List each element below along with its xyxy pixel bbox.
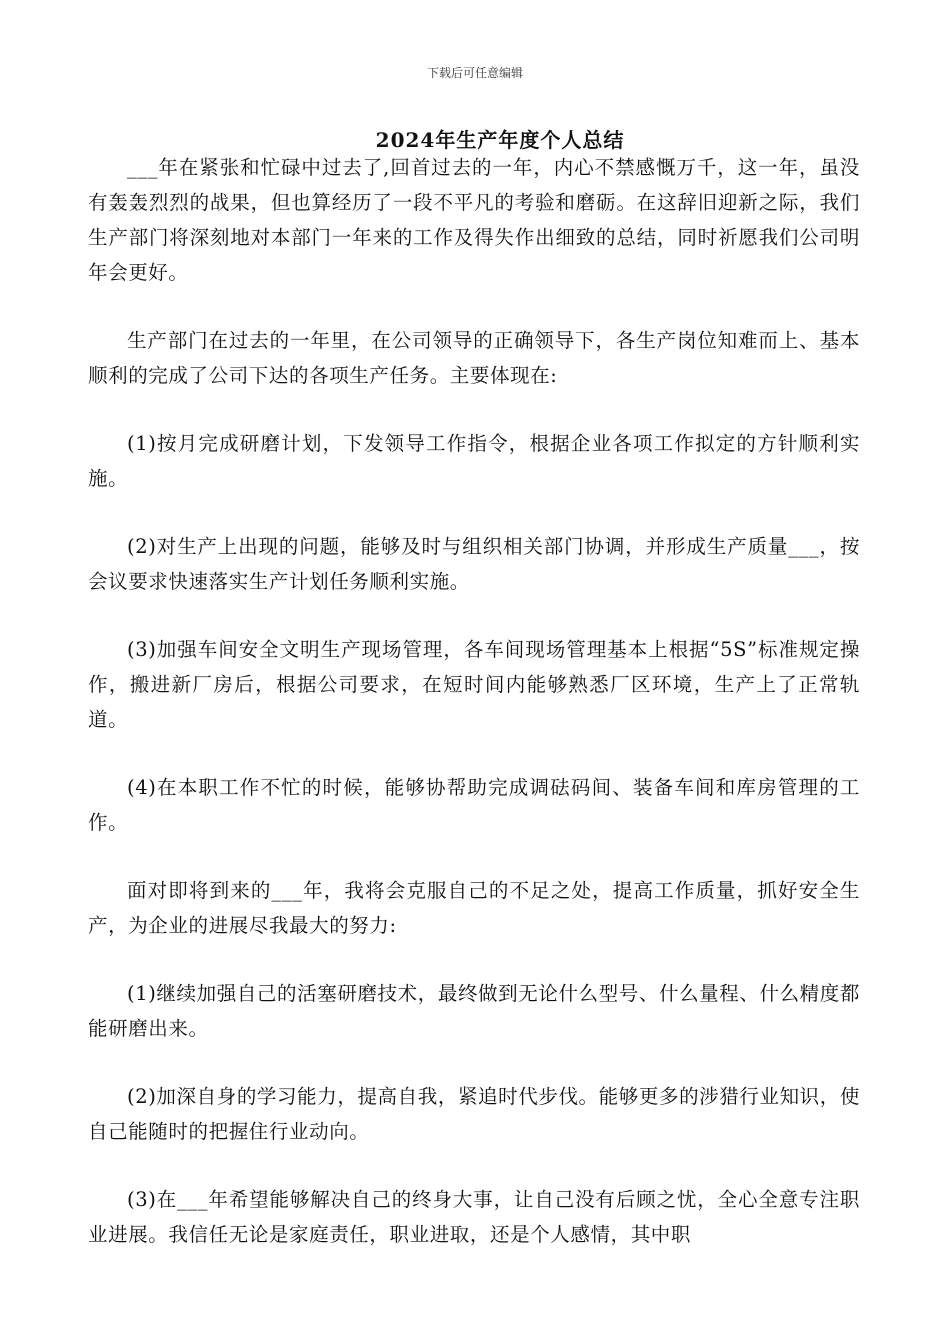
paragraph-outlook: 面对即将到来的___年，我将会克服自己的不足之处，提高工作质量，抓好安全生产，为企业的进展尽我最大的努力: xyxy=(88,879,860,937)
header-note: 下载后可任意编辑 xyxy=(426,66,523,80)
paragraph-intro: ___年在紧张和忙碌中过去了,回首过去的一年，内心不禁感慨万千，这一年，虽没有轰轰烈烈的战果，但也算经历了一段不平凡的考验和磨砺。在这辞旧迎新之际，我们生产部门将深刻地对本部门一年来的工作及得失作出细致的总结，同时祈愿我们公司明年会更好。 xyxy=(88,156,860,284)
document-title: 2024年生产年度个人总结 xyxy=(375,128,625,152)
paragraph-item-3: (3)加强车间安全文明生产现场管理，各车间现场管理基本上根据“5S”标准规定操作，搬进新厂房后，根据公司要求，在短时间内能够熟悉厂区环境，生产上了正常轨道。 xyxy=(88,638,860,731)
document-body xyxy=(88,150,860,1285)
paragraph-item-2: (2)对生产上出现的问题，能够及时与组织相关部门协调，并形成生产质量___，按会议要求快速落实生产计划任务顺利实施。 xyxy=(88,535,860,593)
paragraph-summary: 生产部门在过去的一年里，在公司领导的正确领导下，各生产岗位知难而上、基本顺利的完成了公司下达的各项生产任务。主要体现在: xyxy=(88,329,860,387)
paragraph-plan-2: (2)加深自身的学习能力，提高自我，紧追时代步伐。能够更多的涉猎行业知识，使自己能随时的把握住行业动向。 xyxy=(88,1085,860,1143)
paragraph-item-4: (4)在本职工作不忙的时候，能够协帮助完成调砝码间、装备车间和库房管理的工作。 xyxy=(88,776,860,834)
paragraph-plan-1: (1)继续加强自己的活塞研磨技术，最终做到无论什么型号、什么量程、什么精度都能研磨出来。 xyxy=(88,982,860,1040)
paragraph-plan-3: (3)在___年希望能够解决自己的终身大事，让自己没有后顾之忧，全心全意专注职业进展。我信任无论是家庭责任，职业进取，还是个人感情，其中职 xyxy=(88,1188,860,1246)
paragraph-item-1: (1)按月完成研磨计划，下发领导工作指令，根据企业各项工作拟定的方针顺利实施。 xyxy=(88,432,860,490)
